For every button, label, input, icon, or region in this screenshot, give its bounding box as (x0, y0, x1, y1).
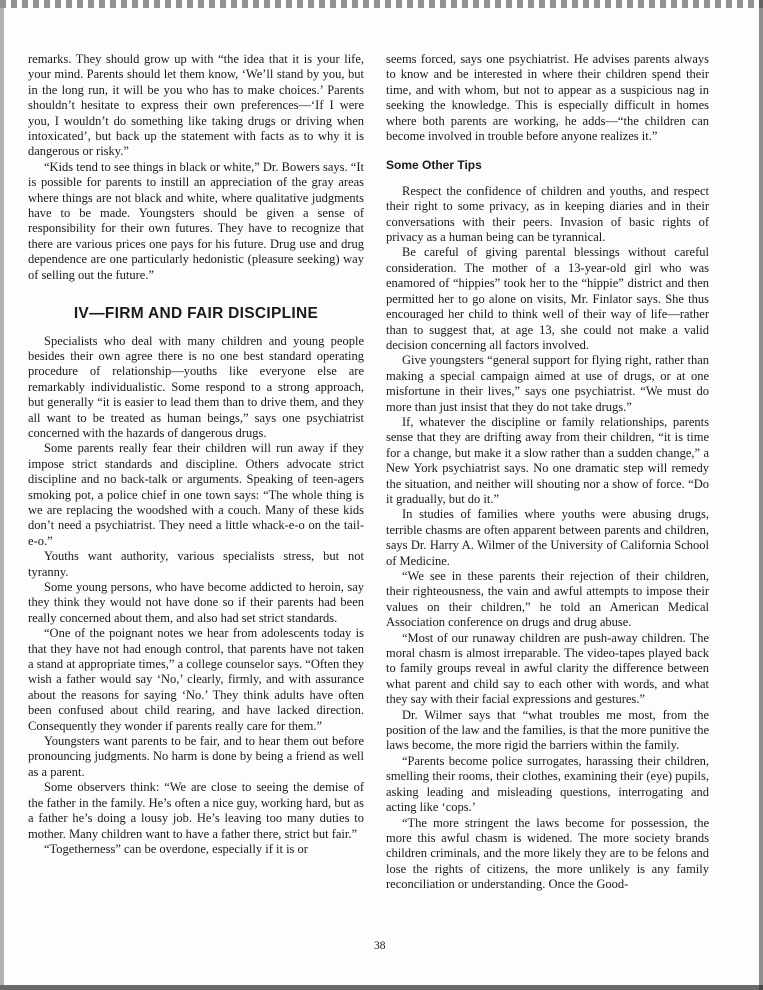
paragraph: Specialists who deal with many children and young people besides their own agree there is no one best standard operating procedure of relationship—youths like everyone else are remarkably individualistic. Some respond to a strong approach, but generally “it is easier to lead them than to drive them, and they all want to be treated as human beings,” says one psychiatrist concerned with the hazards of dangerous drugs. (28, 333, 364, 440)
left-column (28, 52, 364, 857)
paragraph: Respect the confidence of children and youths, and respect their right to some privacy, as in keeping diaries and in their conversations with their peers. Invasion of basic rights of privacy as a human being can be tyrannical. (386, 183, 709, 245)
paragraph: seems forced, says one psychiatrist. He advises parents always to know and be interested in where their children spend their time, and with whom, but not to appear as a suspicious nag in seeking the knowledge. This is especially difficult in homes where both parents are working, he adds—“the children can become involved in trouble before anyone realizes it.” (386, 52, 709, 144)
paragraph: Some parents really fear their children will run away if they impose strict standards and discipline. Others advocate strict discipline and no back-talk or arguments. Speaking of teen-agers smoking pot, a police chief in one town says: “The whole thing is we are replacing the woodshed with a couch. Many of these kids don’t need a psychiatrist. They need a little whack-e-o on the tail-e-o.” (28, 441, 364, 548)
scan-edge-right (759, 0, 763, 990)
paragraph: Give youngsters “general support for flying right, rather than making a special campaign aimed at use of drugs, or at one misfortune in their lives,” says one psychiatrist. “We must do more than just insist that they do not take drugs.” (386, 353, 709, 414)
paragraph: Youngsters want parents to be fair, and to hear them out before pronouncing judgments. No harm is done by being a friend as well as a parent. (28, 734, 364, 779)
paragraph: “Kids tend to see things in black or white,” Dr. Bowers says. “It is possible for parents to instill an appreciation of the gray areas where things are not black and white, where qualitative judgments have to be made. Youngsters should be given a sense of responsibility for their own futures. They have to recognize that there are various prices one pays for his future. Drug use and drug dependence are one particularly hedonistic (pleasure seeking) way of selling out the future.” (28, 159, 364, 282)
paragraph: “The more stringent the laws become for possession, the more this awful chasm is widened. The more society brands children criminals, and the more likely they are to be felons and lose the rights of citizens, the more unlikely is any family reconciliation or understanding. Once the Good- (386, 815, 709, 892)
scan-edge-left (0, 8, 4, 985)
paragraph: remarks. They should grow up with “the idea that it is your life, your mind. Parents should let them know, ‘We’ll stand by you, but in the long run, it will be you who has to make choices.’ Parents shouldn’t hesitate to express their own preferences—‘If I were you, I wouldn’t do something like taking drugs or driving when intoxicated’, but back up the statement with facts as to why it is dangerous or risky.” (28, 52, 364, 159)
paragraph: If, whatever the discipline or family relationships, parents sense that they are drifting away from their children, “it is time for a change, but make it a slow rather than a sudden change,” a New York psychiatrist says. No one dramatic step will remedy the situation, and neither will shouting nor a show of force. “Do it gradually, but do it.” (386, 414, 709, 506)
page-number: 38 (374, 940, 386, 952)
paragraph: In studies of families where youths were abusing drugs, terrible chasms are often apparent between parents and children, says Dr. Harry A. Wilmer of the University of California School of Medicine. (386, 507, 709, 568)
scan-edge-bottom (0, 985, 763, 990)
paragraph: Youths want authority, various specialists stress, but not tyranny. (28, 549, 364, 579)
paragraph: “Most of our runaway children are push-away children. The moral chasm is almost irreparable. The video-tapes played back to family groups reveal in awful clarity the difference between what parent and child say to each other with words, and what they say with their facial expressions and gestures.” (386, 630, 709, 707)
section-heading: IV—FIRM AND FAIR DISCIPLINE (73, 305, 319, 323)
sub-heading: Some Other Tips (386, 158, 482, 173)
paragraph: “We see in these parents their rejection of their children, their righteousness, the vain and awful attempts to impose their values on their children,” he told an American Medical Association conference on drugs and drug abuse. (386, 569, 709, 630)
paragraph: Some young persons, who have become addicted to heroin, say they think they would not have done so if their parents had been really concerned about them, and also had set strict standards. (28, 580, 364, 625)
paragraph: Dr. Wilmer says that “what troubles me most, from the position of the law and the families, is that the more punitive the laws become, the more rigid the barriers within the family. (386, 707, 709, 753)
paragraph: “One of the poignant notes we hear from adolescents today is that they have not had enough control, that parents have not taken a stand at appropriate times,” a college counselor says. “Often they wish a father would say ‘No,’ clearly, firmly, and with assurance about the reasons for saying ‘No.’ They think adults have often been confused about child rearing, and have lacked direction. Consequently they wonder if parents really care for them.” (28, 626, 364, 733)
paragraph: Be careful of giving parental blessings without careful consideration. The mother of a 13-year-old girl who was enamored of “hippies” took her to the “hippie” district and then permitted her to go alone on visits, Mr. Finlator says. She thus encouraged her child to think well of their way of life—rather than to suggest that, at age 13, she could not make a valid decision concerning all factors involved. (386, 245, 709, 352)
scan-edge-top (0, 0, 763, 8)
paragraph: Some observers think: “We are close to seeing the demise of the father in the family. He’s often a nice guy, working hard, but as a father he’s doing a lousy job. He’s leaving too many duties to mother. Many children want to have a father there, strict but fair.” (28, 780, 364, 841)
right-column (386, 52, 709, 893)
paragraph: “Parents become police surrogates, harassing their children, smelling their rooms, their clothes, examining their (eye) pupils, asking leading and misleading questions, interrogating and acting like ‘cops.’ (386, 753, 709, 815)
paragraph: “Togetherness” can be overdone, especially if it is or (44, 841, 308, 856)
